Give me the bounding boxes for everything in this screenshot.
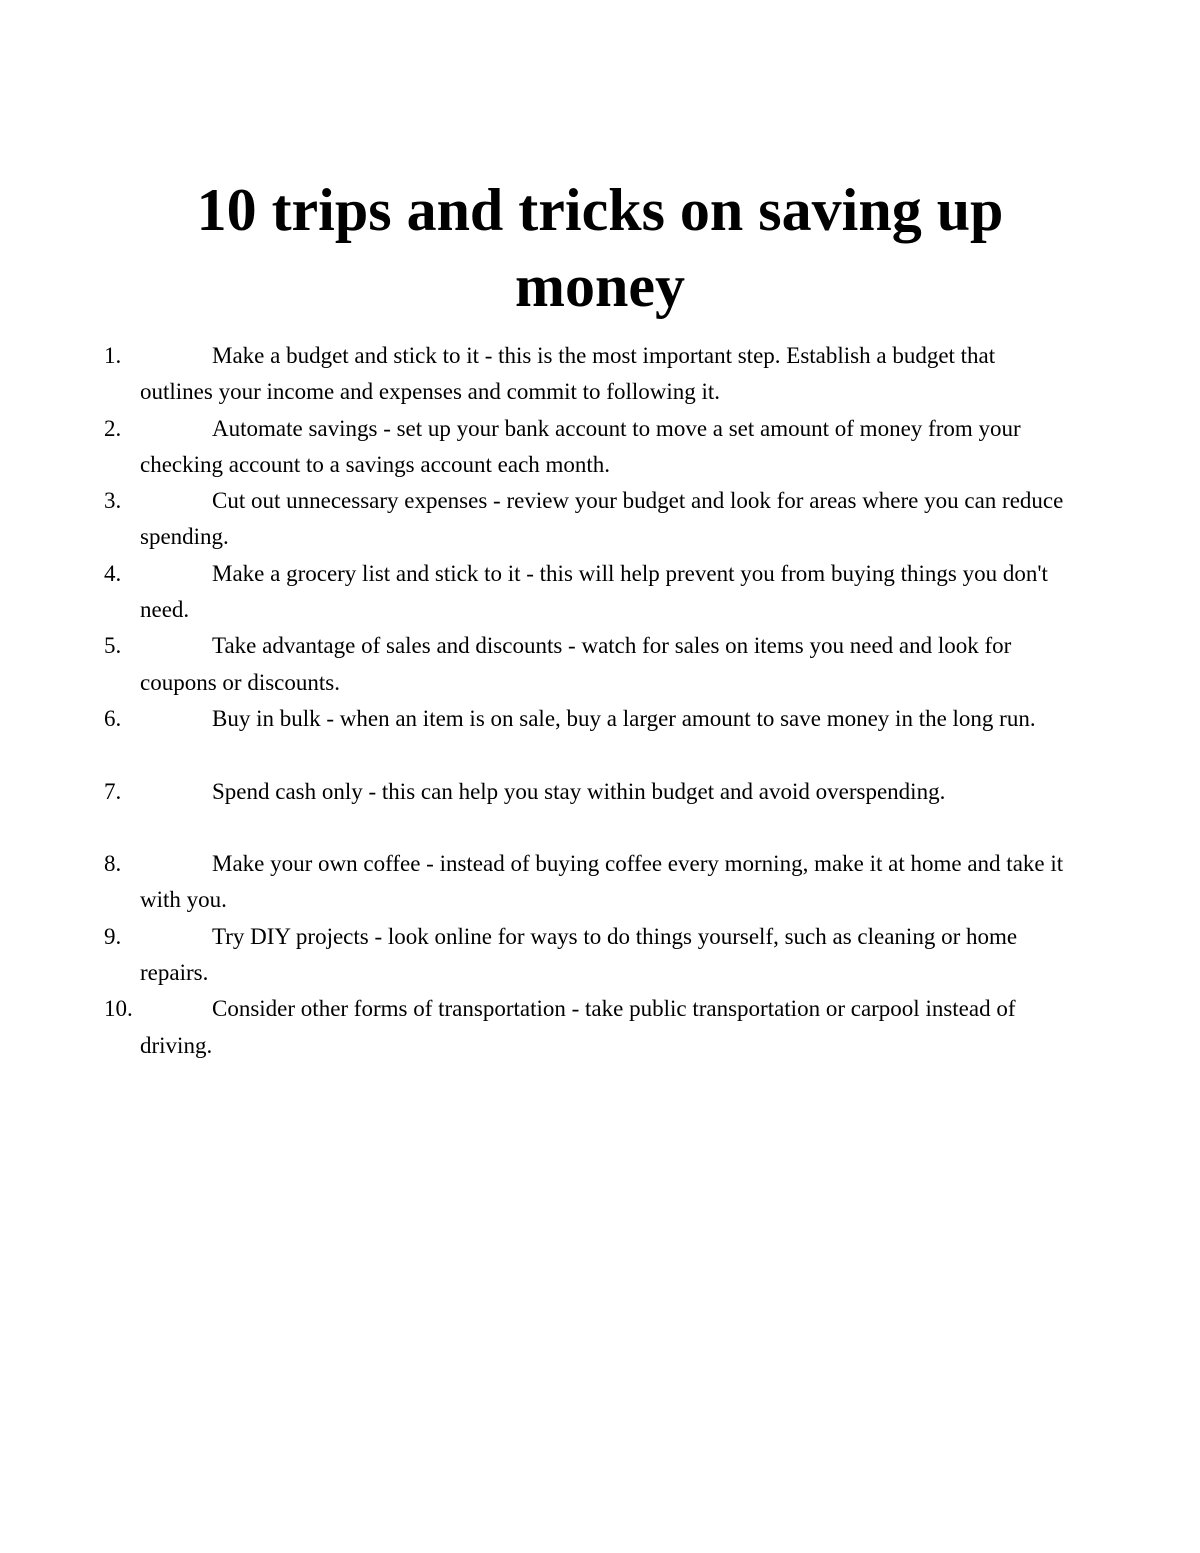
list-item [0, 483, 1200, 556]
document-title: 10 trips and tricks on saving up money [196, 177, 1004, 319]
list-item-number: 4. [104, 560, 122, 586]
list-item-text: Cut out unnecessary expenses - review your budget and look for areas where you can reduce spending. [140, 488, 1064, 550]
list-item [0, 556, 1200, 629]
list-item-text: Automate savings - set up your bank account to move a set amount of money from your checking account to a savings account each month. [140, 415, 1021, 477]
list-item-text: Make your own coffee - instead of buying coffee every morning, make it at home and take it with you. [140, 851, 1064, 913]
list-item [0, 411, 1200, 484]
list-item-text: Buy in bulk - when an item is on sale, buy a larger amount to save money in the long run. [212, 705, 1036, 731]
list-item [0, 991, 1200, 1064]
list-item [0, 701, 1200, 774]
tips-list [0, 338, 1200, 1064]
list-item-number: 3. [104, 488, 122, 514]
list-item-number: 1. [104, 343, 122, 368]
list-item-text: Spend cash only - this can help you stay within budget and avoid overspending. [212, 778, 946, 804]
list-item-number: 7. [104, 778, 122, 804]
list-item-number: 2. [104, 415, 122, 441]
list-item-number: 6. [104, 705, 122, 731]
list-item-number: 9. [104, 923, 122, 949]
list-item [0, 846, 1200, 919]
list-item [0, 338, 1200, 411]
list-item-number: 5. [104, 633, 122, 659]
list-item-text: Make a grocery list and stick to it - this will help prevent you from buying things you don't need. [140, 560, 1048, 623]
list-item [0, 774, 1200, 847]
list-item [0, 919, 1200, 992]
list-item-number: 10. [104, 996, 133, 1022]
list-item-text: Consider other forms of transportation - take public transportation or carpool instead of driving. [140, 996, 1016, 1058]
list-item [0, 628, 1200, 701]
list-item-text: Try DIY projects - look online for ways to do things yourself, such as cleaning or home repairs. [140, 923, 1018, 986]
list-item-text: Take advantage of sales and discounts - watch for sales on items you need and look for coupons or discounts. [140, 633, 1012, 695]
list-item-number: 8. [104, 851, 122, 877]
list-item-text: Make a budget and stick to it - this is the most important step. Establish a budget that outlines your income and expenses and commit to following it. [140, 343, 996, 405]
